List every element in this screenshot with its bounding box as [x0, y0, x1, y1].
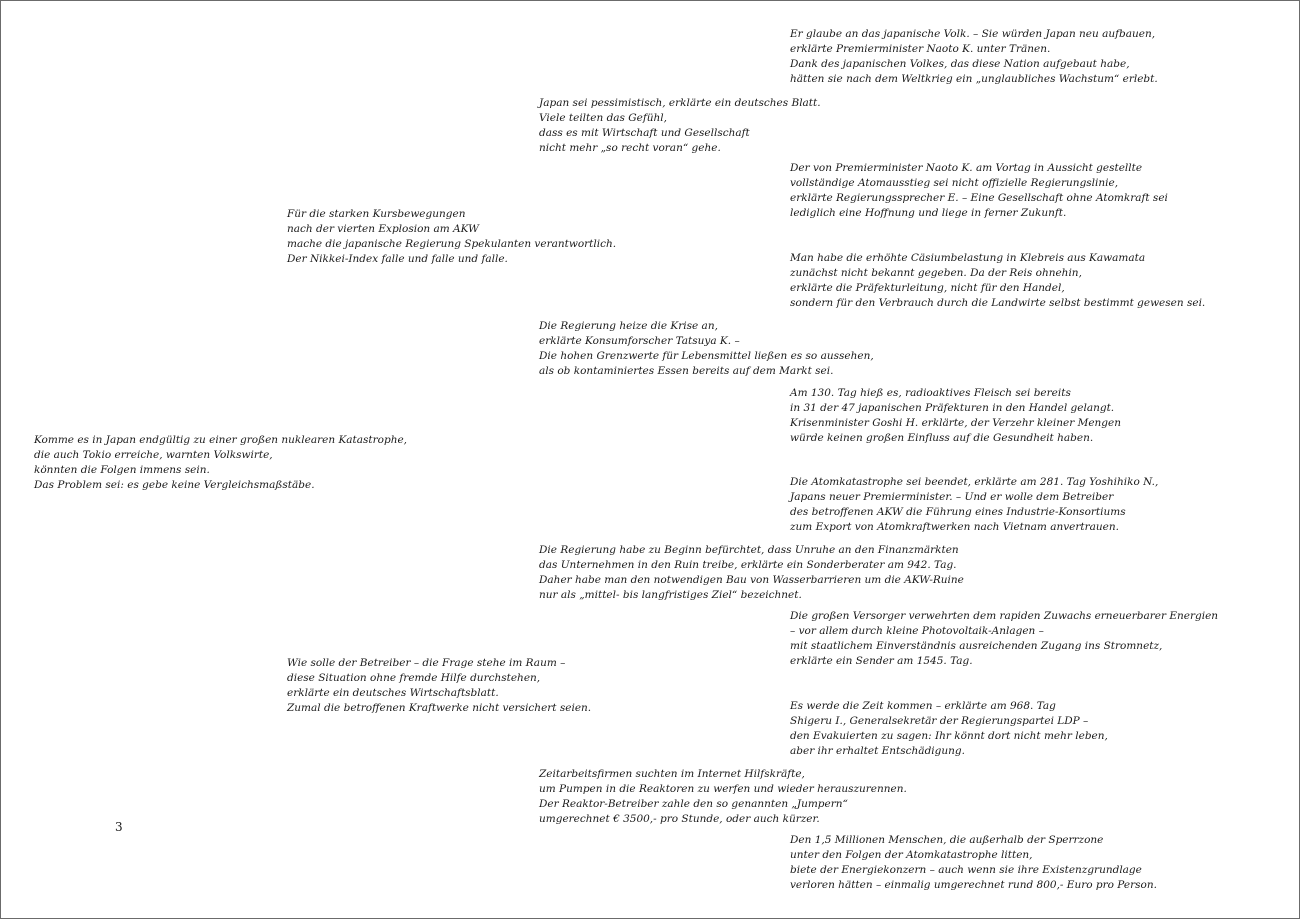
text-line: könnten die Folgen immens sein.: [34, 464, 210, 476]
text-block-sperrzone: [790, 833, 1157, 893]
text-block-fleisch: [790, 386, 1121, 446]
text-line: Der Reaktor-Betreiber zahle den so genannten „Jumpern“: [539, 798, 848, 810]
text-line: nicht mehr „so recht voran“ gehe.: [539, 142, 721, 154]
text-line: Zumal die betroffenen Kraftwerke nicht versichert seien.: [287, 702, 592, 714]
text-line: umgerechnet € 3500,- pro Stunde, oder auch kürzer.: [539, 813, 820, 825]
text-line: erklärte Premierminister Naoto K. unter Tränen.: [790, 43, 1051, 55]
text-line: – vor allem durch kleine Photovoltaik-Anlagen –: [790, 625, 1044, 637]
text-line: sondern für den Verbrauch durch die Landwirte selbst bestimmt gewesen sei.: [790, 297, 1206, 309]
text-line: in 31 der 47 japanischen Präfekturen in den Handel gelangt.: [790, 402, 1115, 414]
text-line: Am 130. Tag hieß es, radioaktives Fleisch sei bereits: [790, 387, 1071, 399]
text-line: erklärte die Präfekturleitung, nicht für den Handel,: [790, 282, 1065, 294]
text-line: Man habe die erhöhte Cäsiumbelastung in Klebreis aus Kawamata: [790, 252, 1146, 264]
text-line: Die Atomkatastrophe sei beendet, erklärte am 281. Tag Yoshihiko N.,: [790, 476, 1159, 488]
text-block-betreiber-frage: [287, 656, 591, 716]
text-line: Es werde die Zeit kommen – erklärte am 968. Tag: [790, 700, 1056, 712]
text-line: Die großen Versorger verwehrten dem rapiden Zuwachs erneuerbarer Energien: [790, 610, 1219, 622]
text-line: die auch Tokio erreiche, warnten Volkswirte,: [34, 449, 273, 461]
text-line: Daher habe man den notwendigen Bau von Wasserbarrieren um die AKW-Ruine: [539, 574, 964, 586]
text-line: nur als „mittel- bis langfristiges Ziel“ bezeichnet.: [539, 589, 802, 601]
text-line: Komme es in Japan endgültig zu einer großen nuklearen Katastrophe,: [34, 434, 408, 446]
text-line: biete der Energiekonzern – auch wenn sie ihre Existenzgrundlage: [790, 864, 1142, 876]
text-line: mit staatlichem Einverständnis ausreichenden Zugang ins Stromnetz,: [790, 640, 1163, 652]
text-line: Dank des japanischen Volkes, das diese Nation aufgebaut habe,: [790, 58, 1130, 70]
text-line: Shigeru I., Generalsekretär der Regierungspartei LDP –: [790, 715, 1089, 727]
text-line: als ob kontaminiertes Essen bereits auf dem Markt sei.: [539, 365, 834, 377]
text-line: Zeitarbeitsfirmen suchten im Internet Hilfskräfte,: [539, 768, 805, 780]
text-line: vollständige Atomausstieg sei nicht offizielle Regierungslinie,: [790, 177, 1119, 189]
text-line: Der von Premierminister Naoto K. am Vortag in Aussicht gestellte: [790, 162, 1143, 174]
text-line: diese Situation ohne fremde Hilfe durchstehen,: [287, 672, 541, 684]
text-line: um Pumpen in die Reaktoren zu werfen und wieder herauszurennen.: [539, 783, 907, 795]
text-block-klebreis: [790, 251, 1205, 311]
text-line: nach der vierten Explosion am AKW: [287, 223, 479, 235]
text-line: des betroffenen AKW die Führung eines Industrie-Konsortiums: [790, 506, 1126, 518]
text-line: erklärte Regierungssprecher E. – Eine Gesellschaft ohne Atomkraft sei: [790, 192, 1168, 204]
text-block-kursbewegungen: [287, 207, 616, 267]
page-number: 3: [115, 820, 123, 834]
text-block-zeitarbeitsfirmen: [539, 767, 907, 827]
text-line: Japans neuer Premierminister. – Und er wolle dem Betreiber: [790, 491, 1114, 503]
text-block-finanzmaerkte: [539, 543, 964, 603]
text-line: erklärte Konsumforscher Tatsuya K. –: [539, 335, 740, 347]
text-block-japanisches-volk: [790, 27, 1158, 87]
text-line: zum Export von Atomkraftwerken nach Vietnam anvertrauen.: [790, 521, 1119, 533]
text-line: Krisenminister Goshi H. erklärte, der Verzehr kleiner Mengen: [790, 417, 1121, 429]
text-block-volkswirte: [34, 433, 407, 493]
text-line: Den 1,5 Millionen Menschen, die außerhalb der Sperrzone: [790, 834, 1104, 846]
text-line: das Unternehmen in den Ruin treibe, erklärte ein Sonderberater am 942. Tag.: [539, 559, 957, 571]
text-block-versorger: [790, 609, 1218, 669]
text-line: erklärte ein deutsches Wirtschaftsblatt.: [287, 687, 499, 699]
text-line: Die hohen Grenzwerte für Lebensmittel ließen es so aussehen,: [539, 350, 874, 362]
text-line: zunächst nicht bekannt gegeben. Da der Reis ohnehin,: [790, 267, 1082, 279]
text-line: Wie solle der Betreiber – die Frage stehe im Raum –: [287, 657, 566, 669]
text-line: Die Regierung habe zu Beginn befürchtet, dass Unruhe an den Finanzmärkten: [539, 544, 959, 556]
text-line: würde keinen großen Einfluss auf die Gesundheit haben.: [790, 432, 1094, 444]
text-line: mache die japanische Regierung Spekulanten verantwortlich.: [287, 238, 617, 250]
text-block-krise: [539, 319, 874, 379]
text-block-atomausstieg: [790, 161, 1168, 221]
text-line: unter den Folgen der Atomkatastrophe litten,: [790, 849, 1033, 861]
text-line: hätten sie nach dem Weltkrieg ein „unglaubliches Wachstum“ erlebt.: [790, 73, 1158, 85]
text-line: Die Regierung heize die Krise an,: [539, 320, 718, 332]
text-line: Für die starken Kursbewegungen: [287, 208, 466, 220]
text-line: Japan sei pessimistisch, erklärte ein deutsches Blatt.: [539, 97, 821, 109]
text-line: erklärte ein Sender am 1545. Tag.: [790, 655, 973, 667]
text-line: aber ihr erhaltet Entschädigung.: [790, 745, 965, 757]
text-line: lediglich eine Hoffnung und liege in ferner Zukunft.: [790, 207, 1067, 219]
text-line: Er glaube an das japanische Volk. – Sie würden Japan neu aufbauen,: [790, 28, 1156, 40]
text-line: den Evakuierten zu sagen: Ihr könnt dort nicht mehr leben,: [790, 730, 1108, 742]
text-line: Der Nikkei-Index falle und falle und falle.: [287, 253, 508, 265]
text-block-pessimistisch: [539, 96, 821, 156]
text-block-evakuierte: [790, 699, 1108, 759]
text-line: Das Problem sei: es gebe keine Vergleichsmaßstäbe.: [34, 479, 315, 491]
text-line: Viele teilten das Gefühl,: [539, 112, 667, 124]
text-block-atomkatastrophe-beendet: [790, 475, 1158, 535]
text-line: verloren hätten – einmalig umgerechnet rund 800,- Euro pro Person.: [790, 879, 1157, 891]
text-line: dass es mit Wirtschaft und Gesellschaft: [539, 127, 750, 139]
